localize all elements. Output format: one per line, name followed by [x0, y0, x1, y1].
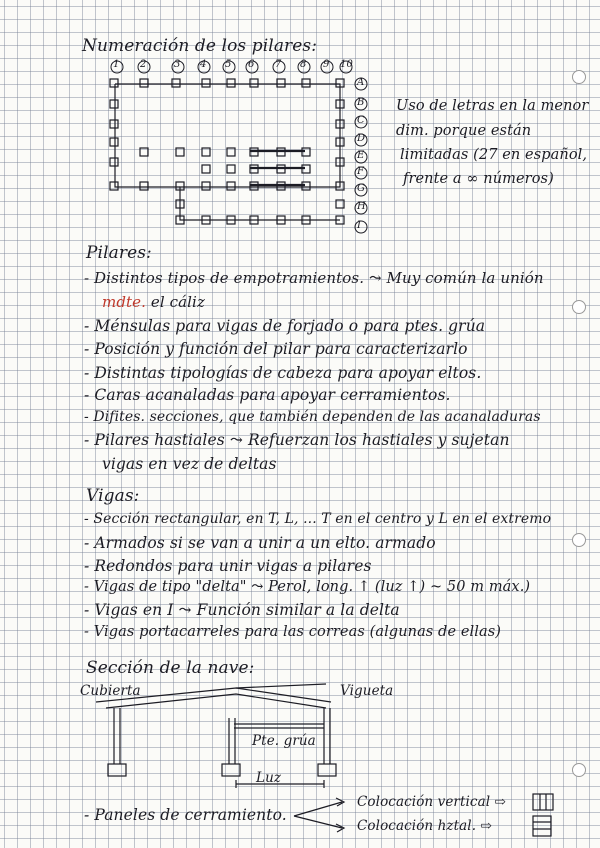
- label-cubierta: Cubierta: [80, 683, 141, 699]
- row-letter: G: [357, 183, 366, 194]
- row-letter: I: [357, 220, 362, 231]
- row-letter: A: [357, 77, 365, 88]
- panel-orientation-icons: [530, 792, 560, 842]
- pilares-item-text: el cáliz: [146, 293, 205, 311]
- pillar-numbering-title: Numeración de los pilares:: [82, 36, 318, 56]
- column-number: 9: [323, 59, 330, 70]
- binder-hole: [572, 533, 586, 547]
- note-line: dim. porque están: [396, 123, 532, 139]
- vigas-item: - Armados si se van a unir a un elto. armado: [84, 534, 436, 552]
- row-letter: C: [357, 115, 365, 126]
- colocacion-vertical: Colocación vertical ⇨: [357, 794, 506, 810]
- binder-hole: [572, 763, 586, 777]
- vigas-item: - Vigas en I ⤳ Función similar a la delta: [84, 601, 400, 619]
- vigas-item: - Redondos para unir vigas a pilares: [84, 557, 372, 575]
- vigas-item: - Vigas de tipo "delta" ⤳ Perol, long. ↑ (luz ↑) ~ 50 m máx.): [84, 579, 531, 595]
- vigas-heading: Vigas:: [86, 486, 140, 506]
- row-letter: E: [357, 150, 365, 161]
- column-number: 3: [174, 59, 181, 70]
- label-luz: Luz: [256, 770, 282, 786]
- column-number: 4: [200, 59, 207, 70]
- label-pte-grua: Pte. grúa: [252, 733, 316, 749]
- note-line: frente a ∞ números): [403, 171, 554, 187]
- pilares-item: - Distintos tipos de empotramientos. ⤳ Muy común la unión: [84, 269, 544, 287]
- label-vigueta: Vigueta: [340, 683, 394, 699]
- row-letter: B: [357, 97, 365, 108]
- pilares-item: - Difites. secciones, que también dependen de las acanaladuras: [84, 409, 541, 425]
- pilares-item: vigas en vez de deltas: [102, 455, 277, 473]
- pillar-layout-plan: [100, 72, 370, 242]
- pilares-item: - Distintas tipologías de cabeza para apoyar eltos.: [84, 364, 482, 382]
- pilares-item: [102, 293, 205, 311]
- column-number: 6: [248, 59, 255, 70]
- binder-hole: [572, 300, 586, 314]
- pilares-item-highlight: mdte.: [102, 293, 146, 311]
- column-number: 8: [300, 59, 307, 70]
- column-number: 1: [113, 59, 120, 70]
- colocacion-horizontal: Colocación hztal. ⇨: [357, 818, 492, 834]
- column-number: 10: [340, 59, 353, 70]
- seccion-heading: Sección de la nave:: [86, 658, 255, 678]
- pilares-heading: Pilares:: [86, 243, 152, 263]
- row-letter: H: [357, 201, 366, 212]
- pilares-item: - Caras acanaladas para apoyar cerramientos.: [84, 386, 451, 404]
- note-line: limitadas (27 en español,: [400, 147, 588, 163]
- note-line: Uso de letras en la menor: [396, 98, 589, 114]
- vigas-item: - Vigas portacarreles para las correas (algunas de ellas): [84, 624, 502, 640]
- pilares-item: - Ménsulas para vigas de forjado o para ptes. grúa: [84, 317, 486, 335]
- column-number: 2: [140, 59, 147, 70]
- paneles-text: - Paneles de cerramiento.: [84, 806, 287, 824]
- column-number: 5: [225, 59, 232, 70]
- row-letter: F: [357, 166, 365, 177]
- column-number: 7: [275, 59, 282, 70]
- pilares-item: - Pilares hastiales ⤳ Refuerzan los hastiales y sujetan: [84, 431, 510, 449]
- row-letter: D: [357, 133, 366, 144]
- panel-arrows: [292, 794, 352, 834]
- vigas-item: - Sección rectangular, en T, L, ... T en el centro y L en el extremo: [84, 511, 552, 527]
- pilares-item: - Posición y función del pilar para caracterizarlo: [84, 340, 468, 358]
